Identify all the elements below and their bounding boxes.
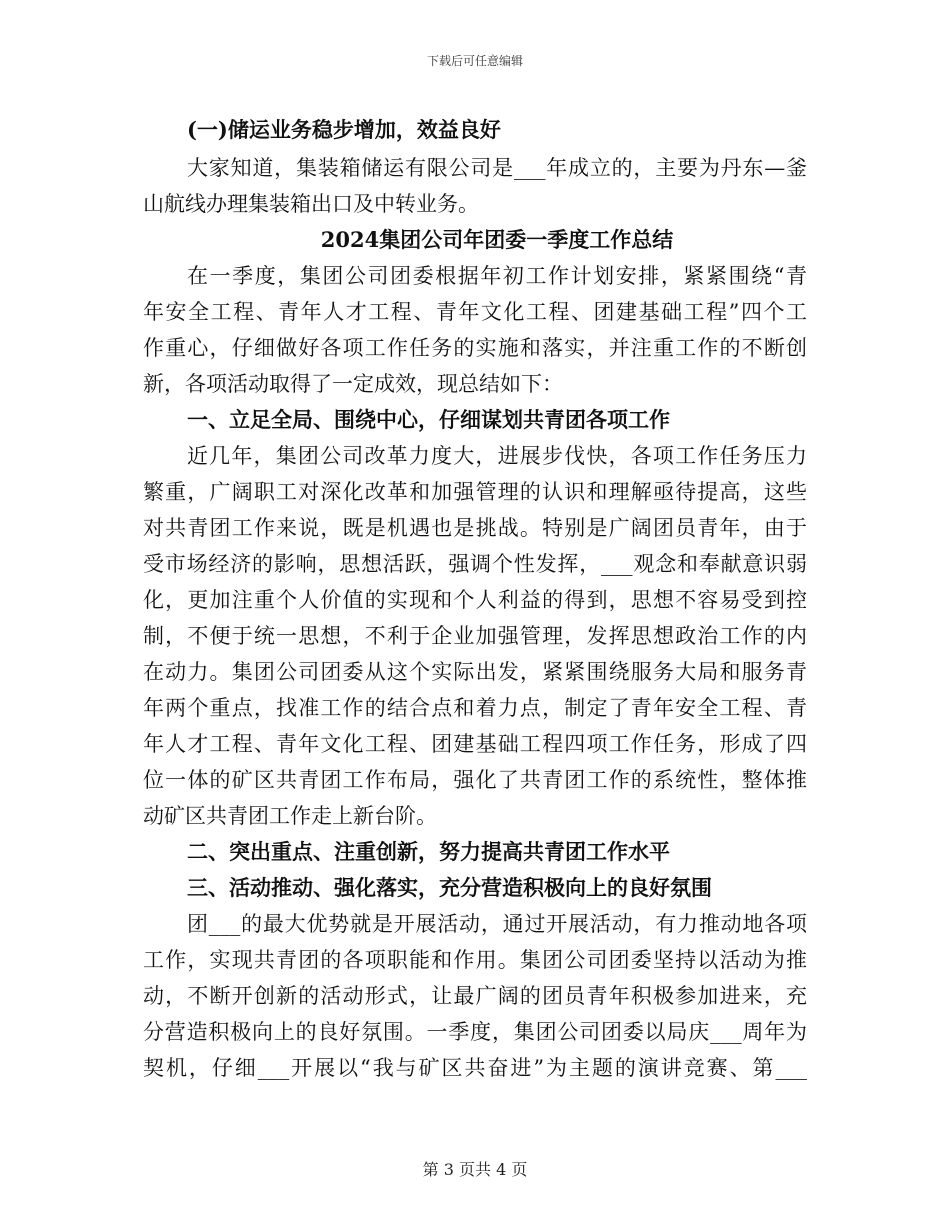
paragraph-line: 制，不便于统一思想，不利于企业加强管理，发挥思想政治工作的内 xyxy=(143,624,807,648)
paragraph-line: 年安全工程、青年人才工程、青年文化工程、团建基础工程”四个工 xyxy=(143,300,807,324)
paragraph-line: 在动力。集团公司团委从这个实际出发，紧紧围绕服务大局和服务青 xyxy=(143,660,807,684)
paragraph-line: 动矿区共青团工作走上新台阶。 xyxy=(143,804,437,828)
paragraph-line: 位一体的矿区共青团工作布局，强化了共青团工作的系统性，整体推 xyxy=(143,768,807,792)
paragraph-line: 新，各项活动取得了一定成效，现总结如下： xyxy=(143,372,563,396)
page-header-note: 下载后可任意编辑 xyxy=(426,54,523,68)
paragraph-line: 化，更加注重个人价值的实现和个人利益的得到，思想不容易受到控 xyxy=(143,588,807,612)
paragraph-section-3 xyxy=(143,906,807,1086)
document-body xyxy=(143,112,807,1086)
section-heading-2: 二、突出重点、注重创新，努力提高共青团工作水平 xyxy=(187,839,670,864)
paragraph-line: 团___的最大优势就是开展活动，通过开展活动，有力推动地各项 xyxy=(187,912,807,936)
paragraph-line: 分营造积极向上的良好氛围。一季度，集团公司团委以局庆___周年为 xyxy=(143,1020,807,1044)
page-footer-number: 第 3 页共 4 页 xyxy=(422,1160,528,1179)
paragraph-line: 山航线办理集装箱出口及中转业务。 xyxy=(143,192,479,216)
paragraph-line: 年两个重点，找准工作的结合点和着力点，制定了青年安全工程、青 xyxy=(143,696,807,720)
section-heading-storage: (一)储运业务稳步增加，效益良好 xyxy=(187,117,501,142)
paragraph-intro xyxy=(143,258,807,402)
paragraph-line: 作重心，仔细做好各项工作任务的实施和落实，并注重工作的不断创 xyxy=(143,336,807,360)
document-title: 2024集团公司年团委一季度工作总结 xyxy=(320,227,674,252)
paragraph-line: 对共青团工作来说，既是机遇也是挑战。特别是广阔团员青年，由于 xyxy=(143,516,807,540)
section-heading-3: 三、活动推动、强化落实，充分营造积极向上的良好氛围 xyxy=(187,875,712,900)
paragraph-line: 大家知道，集装箱储运有限公司是___年成立的，主要为丹东—釜 xyxy=(187,156,807,180)
paragraph-line: 在一季度，集团公司团委根据年初工作计划安排，紧紧围绕“青 xyxy=(187,264,807,288)
paragraph-line: 年人才工程、青年文化工程、团建基础工程四项工作任务，形成了四 xyxy=(143,732,807,756)
paragraph-line: 近几年，集团公司改革力度大，进展步伐快，各项工作任务压力 xyxy=(187,444,807,468)
paragraph-line: 动，不断开创新的活动形式，让最广阔的团员青年积极参加进来，充 xyxy=(143,984,807,1008)
paragraph-section-1 xyxy=(143,438,807,834)
paragraph-line: 繁重，广阔职工对深化改革和加强管理的认识和理解亟待提高，这些 xyxy=(143,480,807,504)
paragraph-storage xyxy=(143,150,807,222)
section-heading-1: 一、立足全局、围绕中心，仔细谋划共青团各项工作 xyxy=(187,407,670,432)
paragraph-line: 受市场经济的影响，思想活跃，强调个性发挥，___观念和奉献意识弱 xyxy=(143,552,807,576)
paragraph-line: 工作，实现共青团的各项职能和作用。集团公司团委坚持以活动为推 xyxy=(143,948,807,972)
paragraph-line: 契机，仔细___开展以“我与矿区共奋进”为主题的演讲竞赛、第___ xyxy=(143,1056,807,1080)
